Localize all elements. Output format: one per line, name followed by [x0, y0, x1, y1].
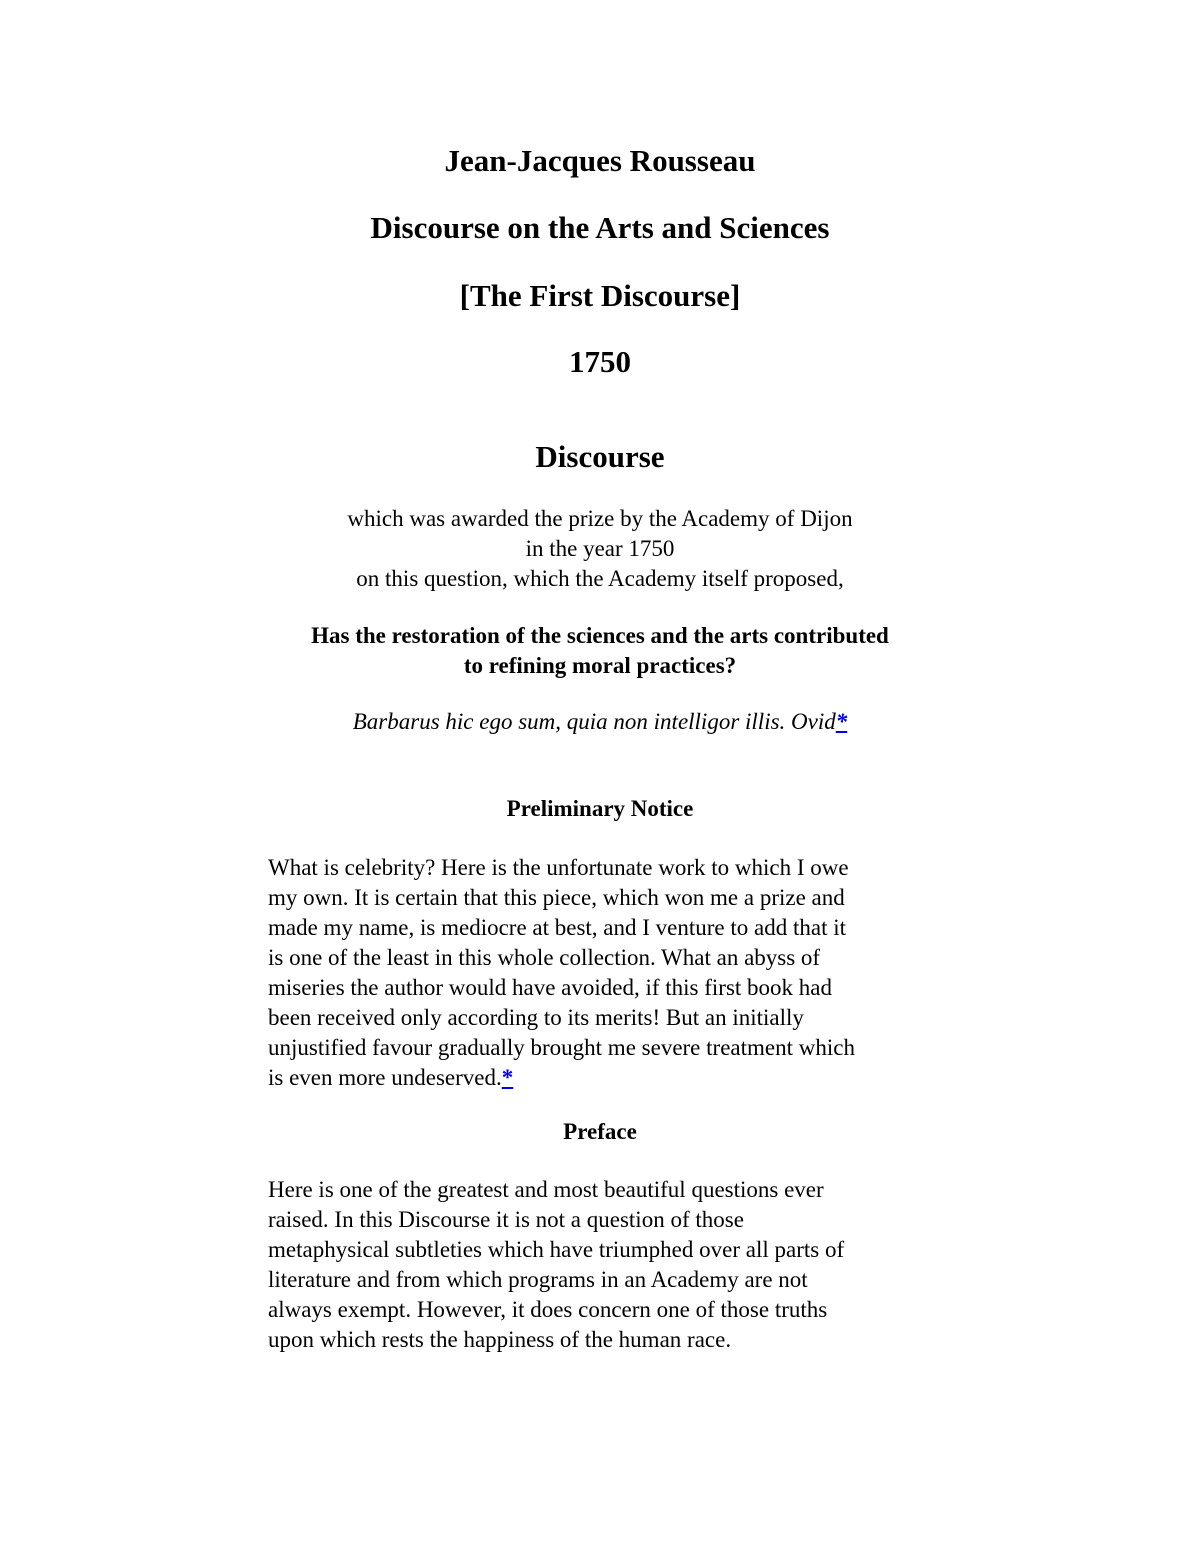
preface-paragraph	[268, 1175, 948, 1355]
paragraph-line: made my name, is mediocre at best, and I venture to add that it	[268, 915, 847, 940]
paragraph-line-last	[268, 1063, 948, 1093]
paragraph-line: upon which rests the happiness of the human race.	[268, 1327, 732, 1352]
intro-line-3: on this question, which the Academy itself proposed,	[356, 566, 844, 591]
author-name: Jean-Jacques Rousseau	[444, 143, 756, 178]
paragraph-line: What is celebrity? Here is the unfortunate work to which I owe	[268, 855, 849, 880]
paragraph-line: metaphysical subtleties which have triumphed over all parts of	[268, 1237, 845, 1262]
preliminary-notice-heading: Preliminary Notice	[506, 796, 694, 821]
paragraph-line: literature and from which programs in an Academy are not	[268, 1267, 808, 1292]
document-title: Discourse on the Arts and Sciences	[370, 210, 830, 245]
intro-line-1: which was awarded the prize by the Academy of Dijon	[347, 506, 853, 531]
motto-text: Barbarus hic ego sum, quia non intelligor illis. Ovid	[352, 709, 836, 734]
paragraph-line: raised. In this Discourse it is not a question of those	[268, 1207, 744, 1232]
discourse-heading: Discourse	[535, 439, 665, 474]
intro-line-2: in the year 1750	[525, 536, 675, 561]
paragraph-line: been received only according to its merits! But an initially	[268, 1005, 804, 1030]
paragraph-line: Here is one of the greatest and most beautiful questions ever	[268, 1177, 824, 1202]
paragraph-line: always exempt. However, it does concern one of those truths	[268, 1297, 828, 1322]
question-line-2: to refining moral practices?	[463, 653, 737, 678]
paragraph-line: my own. It is certain that this piece, which won me a prize and	[268, 885, 845, 910]
notice-footnote-link[interactable]: *	[501, 1065, 514, 1090]
preliminary-notice-paragraph	[268, 853, 948, 1093]
paragraph-line-text: is even more undeserved.	[268, 1065, 502, 1090]
paragraph-line: is one of the least in this whole collection. What an abyss of	[268, 945, 821, 970]
paragraph-line: miseries the author would have avoided, if this first book had	[268, 975, 833, 1000]
motto-footnote-link[interactable]: *	[835, 709, 848, 734]
paragraph-line: unjustified favour gradually brought me severe treatment which	[268, 1035, 855, 1060]
motto	[0, 707, 1200, 737]
document-year: 1750	[569, 344, 631, 379]
question-line-1: Has the restoration of the sciences and the arts contributed	[311, 623, 889, 648]
preface-heading: Preface	[563, 1119, 637, 1144]
document-subtitle: [The First Discourse]	[459, 278, 741, 313]
